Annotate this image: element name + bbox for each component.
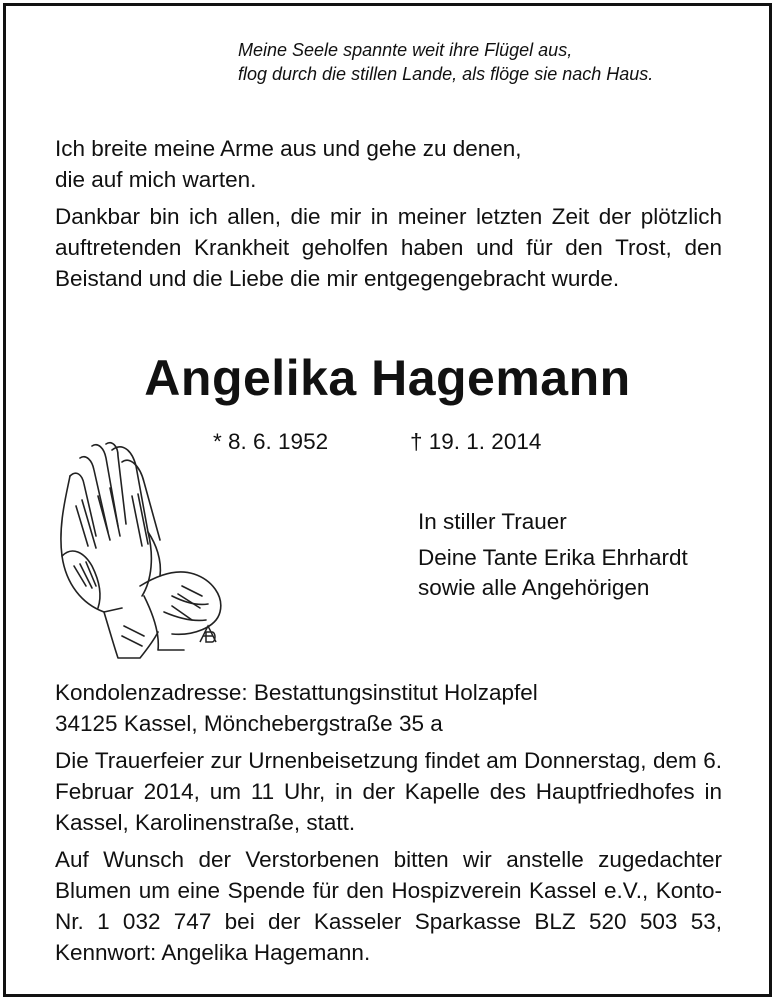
mourners-heading: In stiller Trauer <box>418 509 567 534</box>
ceremony-paragraph: Die Trauerfeier zur Urnenbeisetzung findet am Donnerstag, dem 6. Februar 2014, um 11 Uhr, in der Kapelle des Hauptfriedhofes in Kassel, Karolinenstraße, statt. <box>55 748 722 835</box>
mourners-line-2: sowie alle Angehörigen <box>418 575 650 600</box>
info-block <box>55 677 722 968</box>
birth-date: * 8. 6. 1952 <box>213 429 329 454</box>
thanks-paragraph: Dankbar bin ich allen, die mir in meiner letzten Zeit der plötzlich auftretenden Krankheit geholfen haben und für den Trost, den Beistand und die Liebe die mir entgegengebracht wurde. <box>55 204 722 291</box>
mourners-line-1: Deine Tante Erika Ehrhardt <box>418 545 688 570</box>
intro-line-2: die auf mich warten. <box>55 167 257 192</box>
intro-line-1: Ich breite meine Arme aus und gehe zu denen, <box>55 136 522 161</box>
donation-paragraph: Auf Wunsch der Verstorbenen bitten wir anstelle zugedachter Blumen um eine Spende für den Hospizverein Kassel e.V., Konto-Nr. 1 032 747 bei der Kasseler Sparkasse BLZ 520 503 53, Kennwort: Angelika Hagemann. <box>55 847 722 965</box>
deceased-name: Angelika Hagemann <box>144 350 631 406</box>
poem-line-2: flog durch die stillen Lande, als flöge sie nach Haus. <box>238 64 654 84</box>
poem-quote <box>238 38 728 86</box>
condolence-line-2: 34125 Kassel, Mönchebergstraße 35 a <box>55 711 443 736</box>
death-date: † 19. 1. 2014 <box>410 429 542 454</box>
praying-hands-icon <box>52 436 232 664</box>
intro-text <box>55 133 722 294</box>
poem-line-1: Meine Seele spannte weit ihre Flügel aus, <box>238 40 573 60</box>
condolence-line-1: Kondolenzadresse: Bestattungsinstitut Holzapfel <box>55 680 538 705</box>
mourners-block <box>418 507 688 603</box>
